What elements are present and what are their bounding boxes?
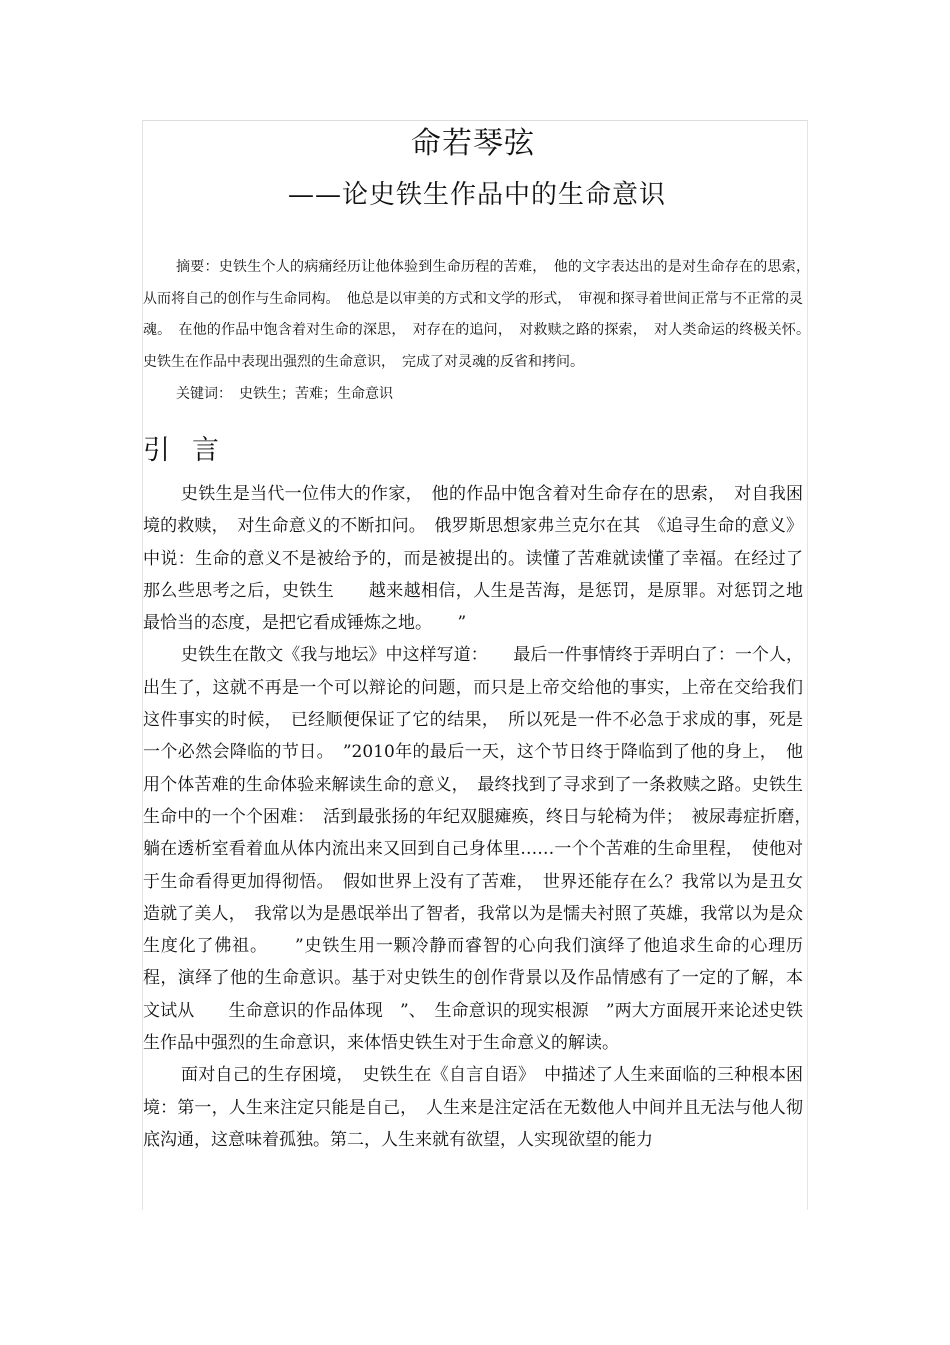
abstract-paragraph: 摘要：史铁生个人的病痛经历让他体验到生命历程的苦难， 他的文字表达出的是对生命存在的思索， 从而将自己的创作与生命同构。 他总是以审美的方式和文学的形式， 审视和探寻着世间正常与不正常的灵魂。 在他的作品中饱含着对生命的深思， 对存在的追问， 对救赎之路的探索， 对人类命运的终极关怀。 史铁生在作品中表现出强烈的生命意识， 完成了对灵魂的反省和拷问。 — [143, 259, 817, 370]
keywords-line: 关键词： 史铁生；苦难；生命意识 — [176, 386, 393, 402]
document-page — [143, 120, 820, 1210]
document-subtitle: ——论史铁生作品中的生命意识 — [287, 180, 666, 210]
document-title: 命若琴弦 — [411, 126, 535, 161]
body-paragraph: 史铁生在散文《我与地坛》中这样写道： 最后一件事情终于弄明白了：一个人，出生了，这就不再是一个可以辩论的问题，而只是上帝交给他的事实，上帝在交给我们这件事实的时候， 已经顺便保证了它的结果， 所以死是一件不必急于求成的事，死是一个必然会降临的节日。 ”2010年的最后一天，这个节日终于降临到了他的身上， 他用个体苦难的生命体验来解读生命的意义， 最终找到了寻求到了一条救赎之路。史铁生生命中的一个个困难： 活到最张扬的年纪双腿瘫痪，终日与轮椅为伴； 被尿毒症折磨， 躺在透析室看着血从体内流出来又回到自己身体里……一个个苦难的生命里程， 使他对于生命看得更加得彻悟。 假如世界上没有了苦难， 世界还能存在么？我常以为是丑女造就了美人， 我常以为是愚氓举出了智者，我常以为是懦夫衬照了英雄，我常以为是众生度化了佛祖。 ”史铁生用一颗冷静而睿智的心向我们演绎了他追求生命的心理历程，演绎了他的生命意识。基于对史铁生的创作背景以及作品情感有了一定的了解，本文试从 生命意识的作品体现 ”、 生命意识的现实根源 ”两大方面展开来论述史铁生作品中强烈的生命意识，来体悟史铁生对于生命意义的解读。 — [143, 645, 820, 1054]
section-heading-introduction: 引言 — [143, 435, 241, 466]
body-text — [143, 478, 820, 1156]
body-paragraph: 面对自己的生存困境， 史铁生在《自言自语》 中描述了人生来面临的三种根本困境：第一，人生来注定只能是自己， 人生来是注定活在无数他人中间并且无法与他人彻底沟通，这意味着孤独。第二，人生来就有欲望，人实现欲望的能力 — [143, 1065, 803, 1150]
body-paragraph: 史铁生是当代一位伟大的作家， 他的作品中饱含着对生命存在的思索， 对自我困境的救赎， 对生命意义的不断扣问。 俄罗斯思想家弗兰克尔在其 《追寻生命的意义》中说：生命的意义不是被给予的，而是被提出的。读懂了苦难就读懂了幸福。在经过了那么些思考之后，史铁生 越来越相信，人生是苦海，是惩罚，是原罪。对惩罚之地最恰当的态度，是把它看成锤炼之地。 ” — [143, 484, 803, 634]
